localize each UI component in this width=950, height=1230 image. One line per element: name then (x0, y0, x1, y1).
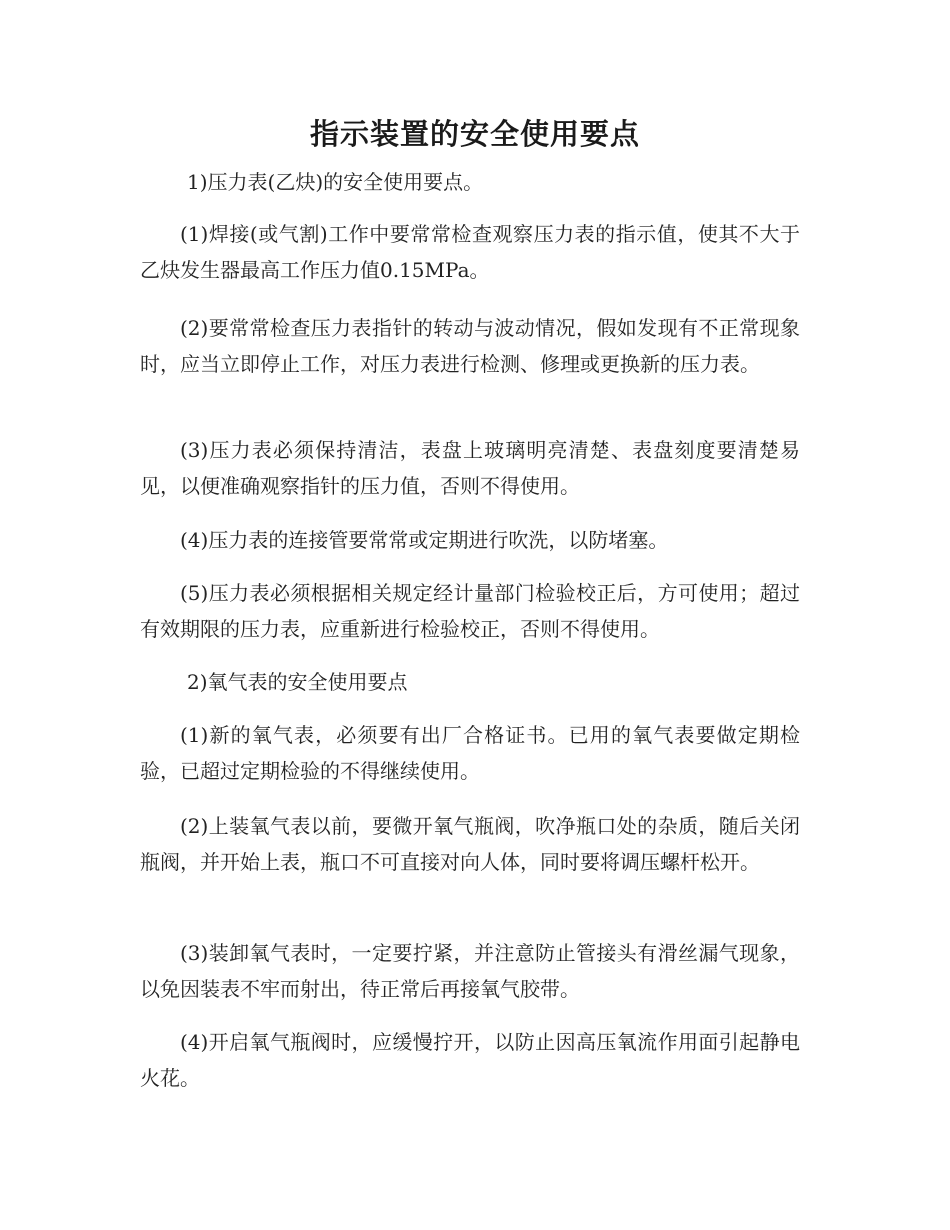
paragraph: (1)新的氧气表，必须要有出厂合格证书。已用的氧气表要做定期检验，已超过定期检验的不得继续使用。 (140, 723, 800, 783)
paragraph: (4)压力表的连接管要常常或定期进行吹洗，以防堵塞。 (180, 528, 669, 552)
section-heading-pressure-gauge: 1)压力表(乙炔)的安全使用要点。 (187, 170, 484, 194)
paragraph: (5)压力表必须根据相关规定经计量部门检验校正后，方可使用；超过有效期限的压力表，应重新进行检验校正，否则不得使用。 (140, 581, 800, 641)
paragraph: (2)上装氧气表以前，要微开氧气瓶阀，吹净瓶口处的杂质，随后关闭瓶阀，并开始上表，瓶口不可直接对向人体，同时要将调压螺杆松开。 (140, 814, 800, 874)
document-title: 指示装置的安全使用要点 (309, 117, 640, 151)
paragraph: (2)要常常检查压力表指针的转动与波动情况，假如发现有不正常现象时，应当立即停止工作，对压力表进行检测、修理或更换新的压力表。 (140, 316, 800, 376)
paragraph: (3)压力表必须保持清洁，表盘上玻璃明亮清楚、表盘刻度要清楚易见，以便准确观察指针的压力值，否则不得使用。 (140, 438, 800, 498)
paragraph: (1)焊接(或气割)工作中要常常检查观察压力表的指示值，使其不大于乙炔发生器最高工作压力值0.15MPa。 (140, 222, 800, 282)
paragraph: (3)装卸氧气表时，一定要拧紧，并注意防止管接头有滑丝漏气现象，以免因装表不牢而射出，待正常后再接氧气胶带。 (140, 941, 800, 1001)
paragraph: (4)开启氧气瓶阀时，应缓慢拧开，以防止因高压氧流作用面引起静电火花。 (140, 1030, 800, 1090)
section-heading-oxygen-gauge: 2)氧气表的安全使用要点 (187, 670, 408, 694)
